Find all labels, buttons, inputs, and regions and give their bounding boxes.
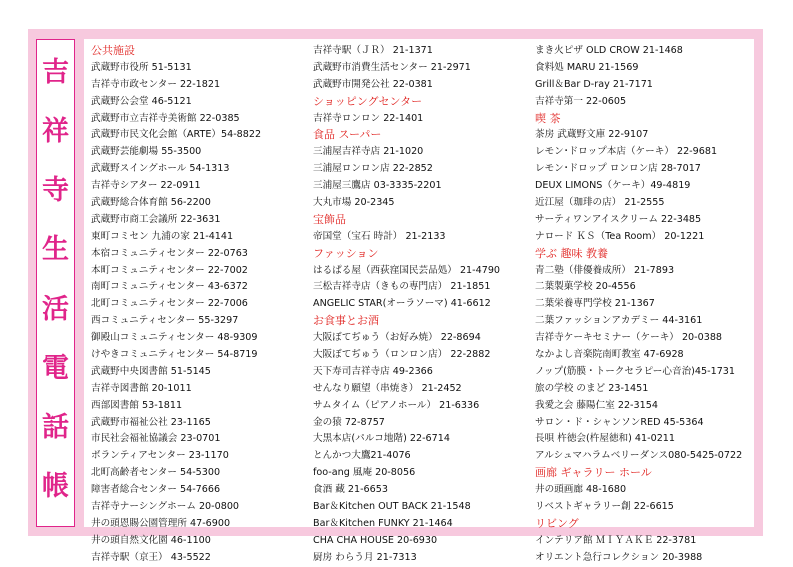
directory-entry: 武蔵野市立吉祥寺美術館 22-0385 xyxy=(91,112,240,124)
directory-entry: オリエント急行コレクション 20-3988 xyxy=(535,551,703,563)
category-heading: リビング xyxy=(535,516,579,530)
directory-entry: 本町コミュニティセンター 22-7002 xyxy=(91,264,248,276)
directory-entry: 青二塾（俳優養成所） 21-7893 xyxy=(535,264,675,276)
directory-entry: 旅の学校 のまど 23-1451 xyxy=(535,382,649,394)
title-char: 話 xyxy=(42,411,69,443)
directory-entry: 吉祥寺駅（ＪＲ） 21-1371 xyxy=(313,45,433,56)
directory-entry: 吉祥寺市政センター 22-1821 xyxy=(91,78,221,90)
directory-entry: なかよし音楽院南町教室 47-6928 xyxy=(535,349,684,361)
directory-column-1 xyxy=(91,43,313,567)
directory-entry: 大黒本店(パルコ地階) 22-6714 xyxy=(313,433,450,445)
category-heading: 宝飾品 xyxy=(313,212,346,226)
directory-entry: 本宿コミュニティセンター 22-0763 xyxy=(91,247,248,259)
category-heading: ショッピングセンター xyxy=(313,94,423,108)
directory-entry: 三松吉祥寺店（きもの専門店） 21-1851 xyxy=(313,281,491,293)
directory-entry: けやきコミュニティセンター 54-8719 xyxy=(91,349,258,361)
directory-entry: 吉祥寺図書館 20-1011 xyxy=(91,382,192,394)
directory-entry: 二葉ファッションアカデミー 44-3161 xyxy=(535,315,703,327)
directory-entry: Bar＆Kitchen FUNKY 21-1464 xyxy=(313,517,453,529)
directory-entry: レモン･ドロップ ロンロン店 28-7017 xyxy=(535,163,701,175)
directory-entry: 武蔵野総合体育館 56-2200 xyxy=(91,197,211,209)
directory-entry: 武蔵野市商工会議所 22-3631 xyxy=(91,213,221,225)
directory-entry: ノップ(筋膜・トークセラピー心音治)45-1731 xyxy=(535,365,736,377)
directory-entry: 西コミュニティセンター 55-3297 xyxy=(91,315,239,327)
directory-entry: 三浦屋吉祥寺店 21-1020 xyxy=(313,146,424,158)
directory-entry: 三浦屋ロンロン店 22-2852 xyxy=(313,163,433,175)
directory-column-3 xyxy=(535,43,757,567)
directory-entry: 吉祥寺ナーシングホーム 20-0800 xyxy=(91,501,240,513)
directory-entry: 長唄 杵徳会(杵屋徳和) 41-0211 xyxy=(535,433,676,445)
directory-entry: インテリア館 ＭＩＹＡＫＥ 22-3781 xyxy=(535,534,697,546)
category-heading: 公共施設 xyxy=(91,44,135,57)
directory-entry: レモン･ドロップ本店（ケーキ） 22-9681 xyxy=(535,146,718,158)
directory-entry: ボランティアセンター 23-1170 xyxy=(91,450,229,462)
directory-entry: 大丸市場 20-2345 xyxy=(313,197,395,209)
directory-entry: 東町コミセン 九浦の家 21-4141 xyxy=(91,230,234,242)
directory-column-2 xyxy=(313,43,535,567)
directory-entry: 井の頭画廊 48-1680 xyxy=(535,484,627,496)
directory-entry: 天下寿司吉祥寺店 49-2366 xyxy=(313,365,433,377)
directory-entry: 西部図書館 53-1811 xyxy=(91,399,183,411)
directory-entry: 武蔵野中央図書館 51-5145 xyxy=(91,365,211,377)
directory-entry: サロン・ド・シャンソンRED 45-5364 xyxy=(535,416,704,428)
directory-entry: 武蔵野市開発公社 22-0381 xyxy=(313,78,433,90)
directory-entry: 北町コミュニティセンター 22-7006 xyxy=(91,298,248,310)
directory-entry: サムタイム（ピアノホール） 21-6336 xyxy=(313,399,480,411)
directory-entry: 吉祥寺第一 22-0605 xyxy=(535,95,627,107)
directory-entry: 大阪ぼてぢゅう（お好み焼） 22-8694 xyxy=(313,332,481,344)
directory-entry: 障害者総合センター 54-7666 xyxy=(91,484,221,496)
directory-entry: 武蔵野公会堂 46-5121 xyxy=(91,95,192,107)
directory-entry: 武蔵野スイングホール 54-1313 xyxy=(91,163,230,175)
directory-entry: ナロード ＫＳ（Tea Room） 20-1221 xyxy=(535,230,705,242)
directory-entry: アルシュマハラムベリーダンス080-5425-0722 xyxy=(535,450,743,462)
directory-entry: 二葉製菓学校 20-4556 xyxy=(535,281,636,293)
directory-entry: CHA CHA HOUSE 20-6930 xyxy=(313,534,438,546)
title-box xyxy=(36,39,75,527)
directory-entry: まき火ピザ OLD CROW 21-1468 xyxy=(535,45,683,56)
directory-entry: リベストギャラリー創 22-6615 xyxy=(535,501,674,513)
title-char: 生 xyxy=(42,234,69,266)
directory-entry: とんかつ大鷹21-4076 xyxy=(313,450,411,462)
directory-entry: 食料処 MARU 21-1569 xyxy=(535,61,639,73)
directory-entry: 武蔵野市民文化会館（ARTE）54-8822 xyxy=(91,129,262,141)
directory-entry: 北町高齢者センター 54-5300 xyxy=(91,467,221,479)
directory-entry: 茶房 武蔵野文庫 22-9107 xyxy=(535,129,649,141)
directory-entry: ANGELIC STAR(オーラソーマ) 41-6612 xyxy=(313,298,491,310)
directory-entry: 吉祥寺ロンロン 22-1401 xyxy=(313,112,424,124)
directory-entry: 武蔵野市消費生活センター 21-2971 xyxy=(313,61,471,73)
directory-entry: 井の頭自然文化園 46-1100 xyxy=(91,534,211,546)
directory-entry: Bar＆Kitchen OUT BACK 21-1548 xyxy=(313,501,471,513)
category-heading: 喫 茶 xyxy=(535,111,561,125)
directory-entry: 武蔵野市福祉公社 23-1165 xyxy=(91,416,211,428)
directory-entry: 吉祥寺駅（京王） 43-5522 xyxy=(91,551,211,563)
directory-entry: 武蔵野芸能劇場 55-3500 xyxy=(91,146,202,158)
title-char: 吉 xyxy=(42,57,69,88)
directory-entry: 武蔵野市役所 51-5131 xyxy=(91,61,192,73)
directory-entry: 食酒 藏 21-6653 xyxy=(313,484,388,496)
directory-entry: foo-ang 風庵 20-8056 xyxy=(313,467,416,479)
title-char: 寺 xyxy=(42,175,69,207)
category-heading: 画廊 ギャラリー ホール xyxy=(535,466,652,480)
directory-entry: 市民社会福祉協議会 23-0701 xyxy=(91,433,221,445)
directory-entry: 御殿山コミュニティセンター 48-9309 xyxy=(91,332,258,344)
title-char: 帳 xyxy=(42,470,69,502)
category-heading: ファッション xyxy=(313,246,379,260)
directory-entry: 吉祥寺ケーキセミナー（ケーキ） 20-0388 xyxy=(535,332,723,344)
category-heading: 食品 スーパー xyxy=(313,128,382,142)
category-heading: 学ぶ 趣味 教養 xyxy=(535,246,608,260)
directory-entry: せんなり願望（串焼き） 21-2452 xyxy=(313,382,462,394)
directory-entry: はるぱる屋（西荻窪国民芸品処） 21-4790 xyxy=(313,264,501,276)
category-heading: お食事とお酒 xyxy=(313,314,379,328)
directory-entry: 井の頭恩賜公園管理所 47-6900 xyxy=(91,517,231,529)
title-char: 祥 xyxy=(42,116,69,148)
directory-entry: 近江屋（珈琲の店） 21-2555 xyxy=(535,197,665,209)
title-char: 活 xyxy=(42,293,69,325)
directory-entry: 厨房 わらう月 21-7313 xyxy=(313,551,417,563)
directory-entry: サーティワンアイスクリーム 22-3485 xyxy=(535,213,702,225)
directory-content xyxy=(84,39,754,563)
directory-entry: 南町コミュニティセンター 43-6372 xyxy=(91,281,248,293)
title-char: 電 xyxy=(42,352,69,384)
directory-entry: 我愛之会 藤陽仁室 22-3154 xyxy=(535,399,658,411)
directory-entry: 大阪ぼてぢゅう（ロンロン店） 22-2882 xyxy=(313,349,491,361)
directory-entry: 三浦屋三鷹店 03-3335-2201 xyxy=(313,180,442,192)
directory-entry: 帝国堂（宝石 時計） 21-2133 xyxy=(313,230,446,242)
directory-entry: Grill＆Bar D-ray 21-7171 xyxy=(535,78,653,90)
directory-entry: DEUX LIMONS（ケーキ）49-4819 xyxy=(535,180,691,192)
directory-entry: 吉祥寺シアター 22-0911 xyxy=(91,180,201,192)
directory-entry: 二葉栄養専門学校 21-1367 xyxy=(535,298,655,310)
directory-entry: 金の猿 72-8757 xyxy=(313,416,385,428)
